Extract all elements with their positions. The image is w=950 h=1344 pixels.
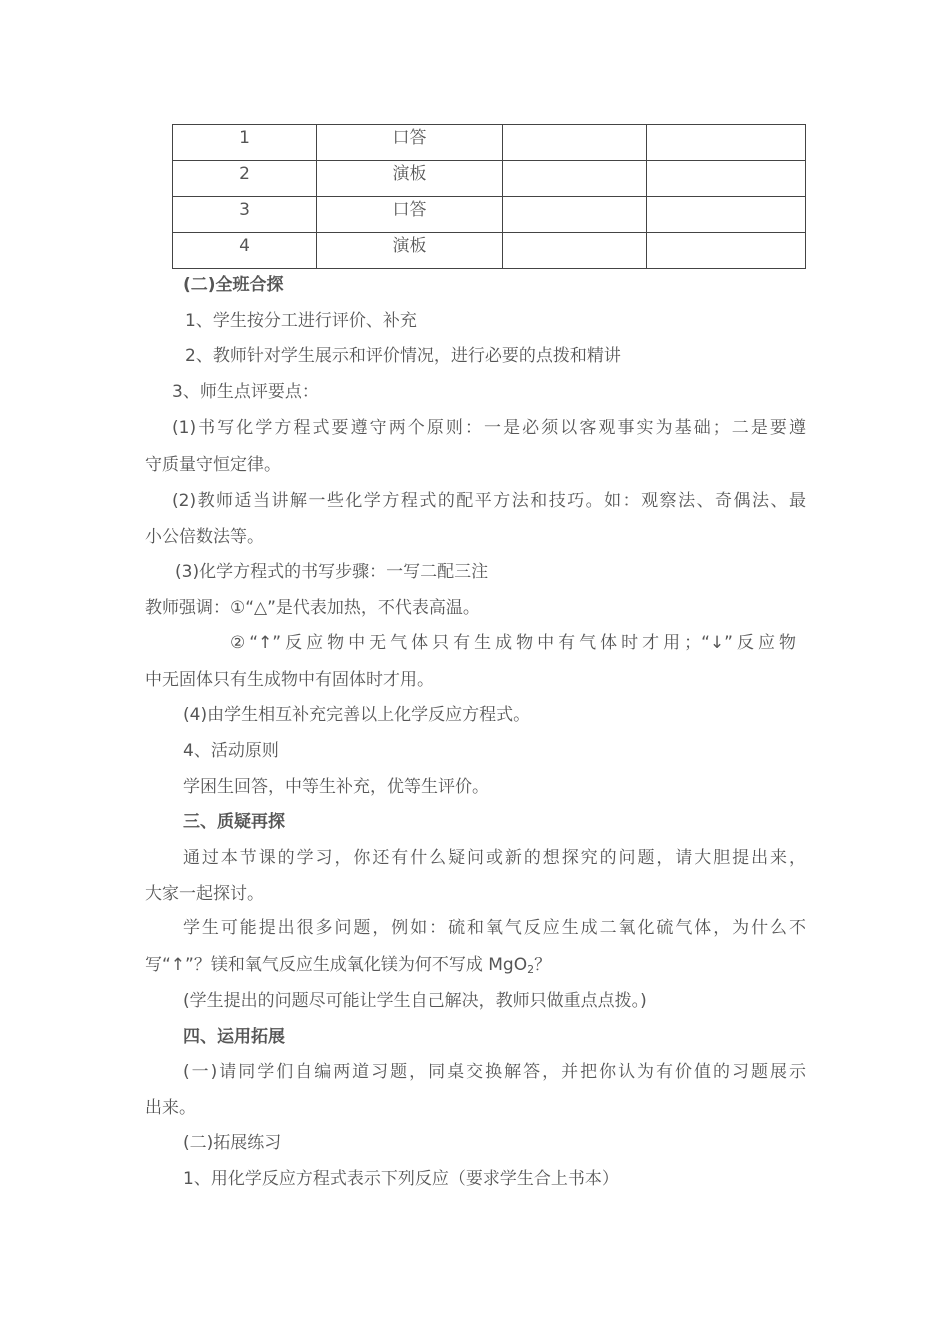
table-row [173,161,806,197]
text-segment: 写“↑”？镁和氧气反应生成氧化镁为何不写成 MgO [145,955,528,975]
paragraph-line: (1)书写化学方程式要遵守两个原则：一是必须以客观事实为基础；二是要遵 [172,418,806,438]
table-cell-empty [647,233,806,269]
paragraph-line: (一)请同学们自编两道习题，同桌交换解答，并把你认为有价值的习题展示 [183,1062,806,1082]
table-cell-group: 1 [173,125,317,161]
emphasis-line: ②“↑”反应物中无气体只有生成物中有气体时才用；“↓”反应物 [230,633,796,653]
paragraph-line: 小公倍数法等。 [145,527,264,547]
paragraph-line: 出来。 [145,1098,196,1118]
table-row [173,125,806,161]
group-table [172,124,806,269]
table-row [173,197,806,233]
paragraph-line: 通过本节课的学习，你还有什么疑问或新的想探究的问题，请大胆提出来， [183,848,806,868]
table-cell-group: 3 [173,197,317,233]
table-cell-empty [503,125,647,161]
paragraph-line: 大家一起探讨。 [145,884,264,904]
table-cell-method: 演板 [317,233,503,269]
table-cell-empty [503,161,647,197]
paragraph-line [145,953,551,977]
emphasis-line: 中无固体只有生成物中有固体时才用。 [145,670,434,690]
paragraph-line: (3)化学方程式的书写步骤：一写二配三注 [175,562,489,582]
section-heading-application: 四、运用拓展 [183,1027,285,1047]
paragraph-line: (4)由学生相互补充完善以上化学反应方程式。 [183,705,531,725]
paragraph-line: 学困生回答，中等生补充，优等生评价。 [183,777,489,797]
text-segment: ？ [534,955,552,975]
table-cell-empty [647,197,806,233]
list-item: 2、教师针对学生展示和评价情况，进行必要的点拨和精讲 [185,346,621,366]
table-cell-group: 4 [173,233,317,269]
table-cell-empty [503,197,647,233]
paragraph-line: (二)拓展练习 [183,1133,282,1153]
table-cell-empty [647,125,806,161]
list-item: 3、师生点评要点： [172,382,319,402]
paragraph-line: 学生可能提出很多问题，例如：硫和氧气反应生成二氧化硫气体，为什么不 [183,918,806,938]
paragraph-line: (学生提出的问题尽可能让学生自己解决，教师只做重点点拨。) [183,991,647,1011]
section-heading-questions: 三、质疑再探 [183,812,285,832]
emphasis-line: 教师强调：①“△”是代表加热，不代表高温。 [145,598,480,618]
paragraph-line: 守质量守恒定律。 [145,455,281,475]
table-cell-method: 口答 [317,125,503,161]
table-cell-method: 演板 [317,161,503,197]
subscript: 2 [527,963,535,976]
section-heading-class-discussion: (二)全班合探 [183,275,284,295]
list-item: 4、活动原则 [183,741,279,761]
table-cell-group: 2 [173,161,317,197]
table-row [173,233,806,269]
table-cell-empty [503,233,647,269]
paragraph-line: (2)教师适当讲解一些化学方程式的配平方法和技巧。如：观察法、奇偶法、最 [172,491,806,511]
table-cell-empty [647,161,806,197]
table-cell-method: 口答 [317,197,503,233]
list-item: 1、用化学反应方程式表示下列反应（要求学生合上书本） [183,1169,619,1189]
list-item: 1、学生按分工进行评价、补充 [185,311,417,331]
